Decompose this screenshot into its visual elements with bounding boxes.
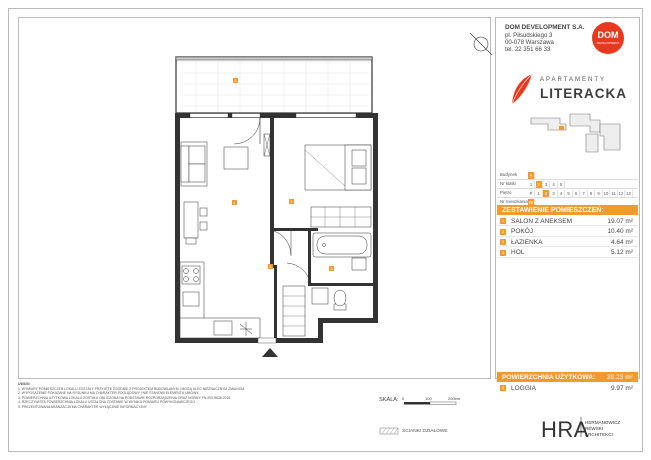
- bathtub: [313, 233, 371, 257]
- washing-machine: [312, 288, 328, 304]
- info-row: [497, 189, 638, 198]
- kitchen-counter: [180, 262, 260, 338]
- key-plan-icon: [531, 114, 620, 152]
- room-area: 10.40 m²: [607, 228, 633, 235]
- info-row-label: Nr mieszkania: [500, 199, 528, 204]
- note-line: 2. WYPOSAŻENIE POKAZANE NA RYSUNKU MA CHARAKTER POGLĄDOWY I NIE STANOWI ELEMENTU UMOWY.: [18, 391, 199, 396]
- info-cell: 1: [536, 190, 543, 197]
- svg-text:2: 2: [290, 200, 293, 204]
- dom-logo-text: DOM: [597, 30, 619, 40]
- balcony-door: [232, 114, 260, 145]
- scale-mark-200: 200cm: [448, 396, 461, 401]
- room-number: 1: [501, 218, 505, 223]
- developer-street: pl. Piłsudskiego 3: [505, 32, 553, 39]
- note-line: 5. PREZENTOWANA ARANŻACJA MA CHARAKTER WYŁĄCZNIE INFORMACYJNY.: [18, 404, 148, 409]
- info-cell: 3: [551, 190, 558, 197]
- scale-mark-0: 0: [402, 396, 405, 401]
- bathroom-door: [287, 263, 311, 286]
- entrance-door: [258, 338, 276, 343]
- loggia-name: LOGGIA: [511, 384, 536, 392]
- info-cell: 2: [543, 190, 550, 197]
- info-cell: 1: [528, 181, 535, 188]
- info-cell: 2: [536, 181, 543, 188]
- toilet: [334, 290, 346, 310]
- usable-area-total: [497, 372, 638, 382]
- room-row: [497, 237, 638, 247]
- notes-lines: [18, 387, 363, 410]
- brand-title: LITERACKA: [540, 86, 627, 101]
- loggia-number: 5: [501, 385, 505, 390]
- room-area: 5.12 m²: [610, 249, 633, 256]
- note-line: 1. WYMIARY POMIESZCZEŃ LOKALU ZOSTAŁY PRZYJĘTE ZGODNIE Z PROJEKTEM BUDOWLANYM I MOGĄ ULEC NIEZNACZNYM ZMIANOM.: [18, 386, 246, 391]
- loggia-area-value: 9.97 m²: [610, 384, 633, 392]
- washbasin: [352, 258, 366, 270]
- room-name: ŁAZIENKA: [511, 238, 543, 246]
- info-row-label: Piętro: [500, 190, 512, 195]
- room-row: [497, 248, 638, 258]
- room-row: [497, 227, 638, 237]
- room-name: SALON Z ANEKSEM: [511, 217, 573, 225]
- notes-heading: UWAGI:: [18, 382, 31, 386]
- info-cell: 11: [611, 191, 616, 196]
- info-cell: 5: [558, 181, 565, 188]
- room-area: 4.64 m²: [610, 238, 633, 246]
- scale-label: SKALA:: [379, 397, 399, 403]
- info-cell: 6: [573, 190, 580, 197]
- partition-wall-swatch: [380, 428, 398, 434]
- note-line: 4. RZECZYWISTA POWIERZCHNIA LOKALU USTALONA ZOSTANIE W WYNIKU POMIARU POWYKONAWCZEGO.: [18, 400, 196, 405]
- room-number: 4: [501, 249, 505, 255]
- scale-bar: [404, 402, 456, 405]
- entrance-arrow-icon: [262, 348, 278, 357]
- rooms-header-text: ZESTAWIENIE POMIESZCZEŃ:: [502, 206, 604, 214]
- architect-line-1: HERMANOWICZ: [585, 420, 621, 425]
- sofa: [181, 142, 207, 186]
- svg-text:1: 1: [233, 201, 236, 205]
- info-row-label: Budynek: [500, 172, 518, 177]
- coffee-table: [224, 147, 248, 169]
- info-cell: 26: [528, 200, 534, 205]
- info-cell: A: [528, 172, 535, 179]
- info-cell: 10: [603, 191, 609, 196]
- scale-mark-100: 100: [425, 396, 432, 401]
- room-area: 19.07 m²: [607, 217, 633, 225]
- architect-logo: HRA: [541, 417, 589, 442]
- info-cell: 8: [588, 190, 595, 197]
- north-arrow-icon: [470, 33, 492, 55]
- info-cell: 4: [558, 190, 565, 197]
- developer-name: DOM DEVELOPMENT S.A.: [505, 24, 585, 31]
- info-cell: P: [528, 190, 535, 197]
- info-cell: 9: [596, 190, 603, 197]
- info-cell: 7: [581, 190, 588, 197]
- notes-block: [18, 382, 363, 410]
- info-cell: 4: [551, 181, 558, 188]
- info-cell: 3: [543, 181, 550, 188]
- room-name: HOL: [511, 249, 525, 256]
- dom-logo-sub: DEVELOPMENT: [596, 41, 620, 45]
- usable-area-value: 39.23 m²: [606, 373, 633, 381]
- architect-line-3: ARCHITEKCI: [585, 432, 613, 437]
- room-number: 3: [501, 239, 505, 244]
- bedroom-door: [274, 231, 291, 256]
- room-row: [497, 216, 638, 226]
- svg-text:5: 5: [234, 79, 237, 83]
- dom-logo: [592, 22, 624, 54]
- developer-phone: tel. 22 351 66 33: [505, 46, 551, 53]
- room-name: POKÓJ: [511, 228, 534, 235]
- info-cell: 5: [566, 190, 573, 197]
- info-cell: 13: [626, 191, 631, 196]
- info-row-label: Nr klatki: [500, 181, 516, 186]
- svg-text:4: 4: [269, 265, 272, 269]
- loggia-row: [497, 383, 638, 393]
- note-line: 3. POWIERZCHNIA UŻYTKOWA LOKALU ZOSTAŁA OBLICZONA NA PODSTAWIE ROZPORZĄDZENIA ORAZ NORMY PN-ISO 9836:2015.: [18, 395, 232, 400]
- developer-city: 00-078 Warszawa: [505, 39, 554, 46]
- info-cell: 12: [618, 191, 624, 196]
- hall-closet: [283, 286, 305, 336]
- wardrobe: [311, 207, 371, 227]
- svg-text:3: 3: [330, 267, 333, 271]
- feather-logo-icon: [508, 72, 538, 106]
- brand-subtitle: APARTAMENTY: [540, 77, 607, 83]
- architect-line-2: RÉWSKI: [585, 426, 604, 431]
- info-row: [497, 180, 638, 189]
- room-number: 2: [501, 228, 505, 234]
- loggia-area: [176, 57, 372, 113]
- usable-area-label: POWIERZCHNIA UŻYTKOWA:: [502, 373, 596, 381]
- partition-walls-legend: ŚCIANKI DZIAŁOWE: [402, 429, 448, 434]
- dining-table: [184, 202, 207, 244]
- info-row: [497, 171, 638, 180]
- bed: [305, 145, 371, 190]
- rooms-table-header: [497, 205, 638, 215]
